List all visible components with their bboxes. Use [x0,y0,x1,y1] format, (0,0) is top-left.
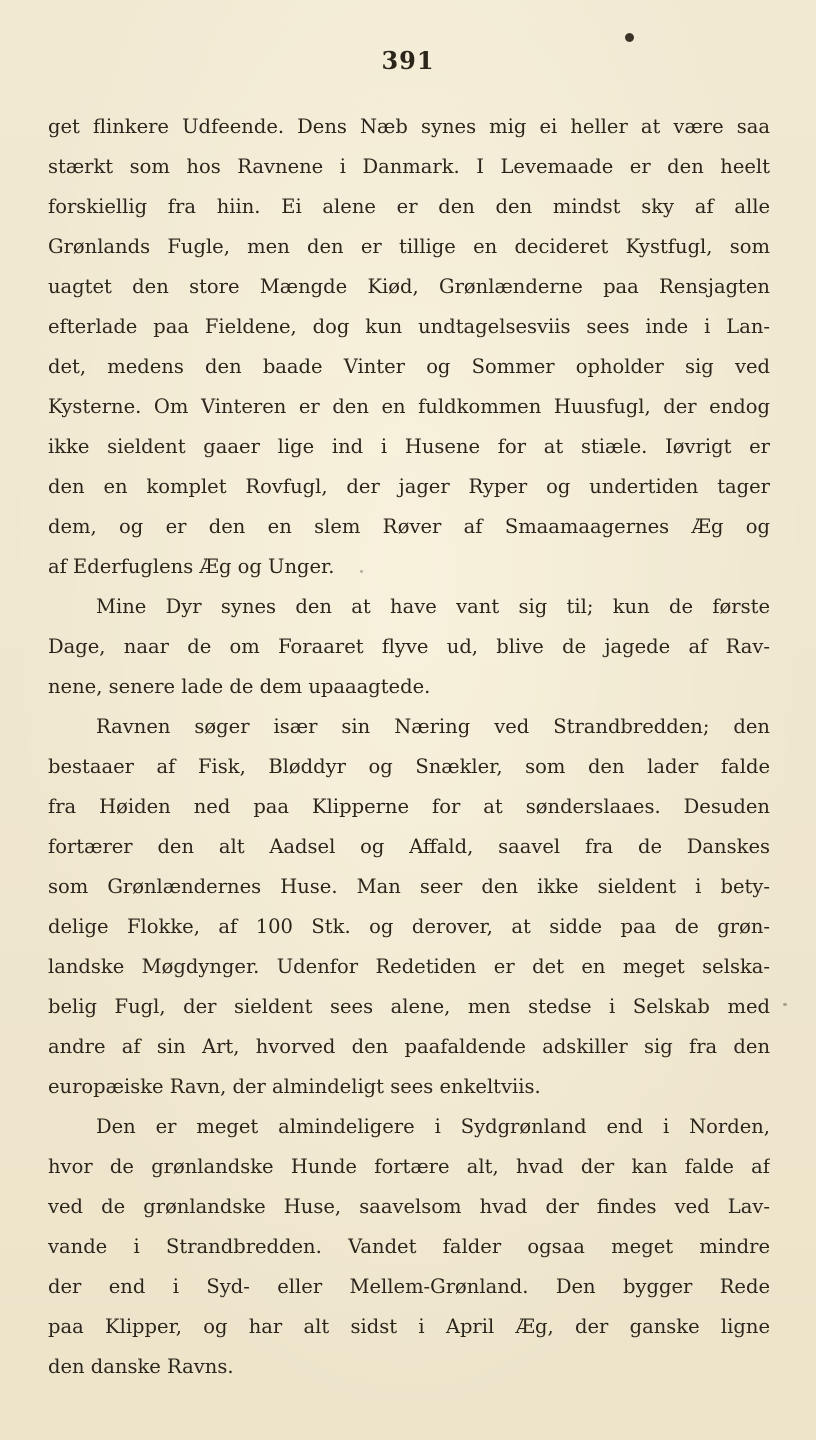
text-line: Grønlands Fugle, men den er tillige en decideret Kystfugl, som [48,235,770,258]
text-line: Kysterne. Om Vinteren er den en fuldkommen Huusfugl, der endog [48,395,770,418]
text-line: nene, senere lade de dem upaaagtede. [48,675,431,698]
text-line: den danske Ravns. [48,1355,234,1378]
text-line: Ravnen søger især sin Næring ved Strandbredden; den [96,715,770,738]
text-line: get flinkere Udfeende. Dens Næb synes mig ei heller at være saa [48,115,770,138]
text-line: forskiellig fra hiin. Ei alene er den den mindst sky af alle [48,195,770,218]
text-line: landske Møgdynger. Udenfor Redetiden er det en meget selska- [48,955,770,978]
text-line: af Ederfuglens Æg og Unger. [48,555,335,578]
ink-speck [625,33,634,42]
text-line: efterlade paa Fieldene, dog kun undtagelsesviis sees inde i Lan- [48,315,770,338]
text-line: ved de grønlandske Huse, saavelsom hvad der findes ved Lav- [48,1195,770,1218]
text-line: hvor de grønlandske Hunde fortære alt, hvad der kan falde af [48,1155,770,1178]
text-line: som Grønlændernes Huse. Man seer den ikke sieldent i bety- [48,875,770,898]
text-line: stærkt som hos Ravnene i Danmark. I Levemaade er den heelt [48,155,770,178]
page-number: 391 [381,46,435,75]
text-line: det, medens den baade Vinter og Sommer opholder sig ved [48,355,770,378]
text-line: delige Flokke, af 100 Stk. og derover, at sidde paa de grøn- [48,915,770,938]
body-text [48,107,770,1387]
text-line: uagtet den store Mængde Kiød, Grønlænderne paa Rensjagten [48,275,770,298]
text-line: vande i Strandbredden. Vandet falder ogsaa meget mindre [48,1235,770,1258]
text-line: paa Klipper, og har alt sidst i April Æg, der ganske ligne [48,1315,770,1338]
text-line: fortærer den alt Aadsel og Affald, saavel fra de Danskes [48,835,770,858]
text-line: andre af sin Art, hvorved den paafaldende adskiller sig fra den [48,1035,770,1058]
text-line: europæiske Ravn, der almindeligt sees enkeltviis. [48,1075,541,1098]
text-line: Den er meget almindeligere i Sydgrønland end i Norden, [96,1115,770,1138]
text-line: ikke sieldent gaaer lige ind i Husene for at stiæle. Iøvrigt er [48,435,770,458]
text-line: Mine Dyr synes den at have vant sig til; kun de første [96,595,770,618]
text-line: belig Fugl, der sieldent sees alene, men stedse i Selskab med [48,995,770,1018]
text-line: der end i Syd- eller Mellem-Grønland. Den bygger Rede [48,1275,770,1298]
text-line: fra Høiden ned paa Klipperne for at sønderslaaes. Desuden [48,795,770,818]
text-line: den en komplet Rovfugl, der jager Ryper og undertiden tager [48,475,770,498]
ink-speck [783,1003,787,1006]
text-line: bestaaer af Fisk, Bløddyr og Snækler, som den lader falde [48,755,770,778]
text-line: Dage, naar de om Foraaret flyve ud, blive de jagede af Rav- [48,635,770,658]
text-line: dem, og er den en slem Røver af Smaamaagernes Æg og [48,515,770,538]
